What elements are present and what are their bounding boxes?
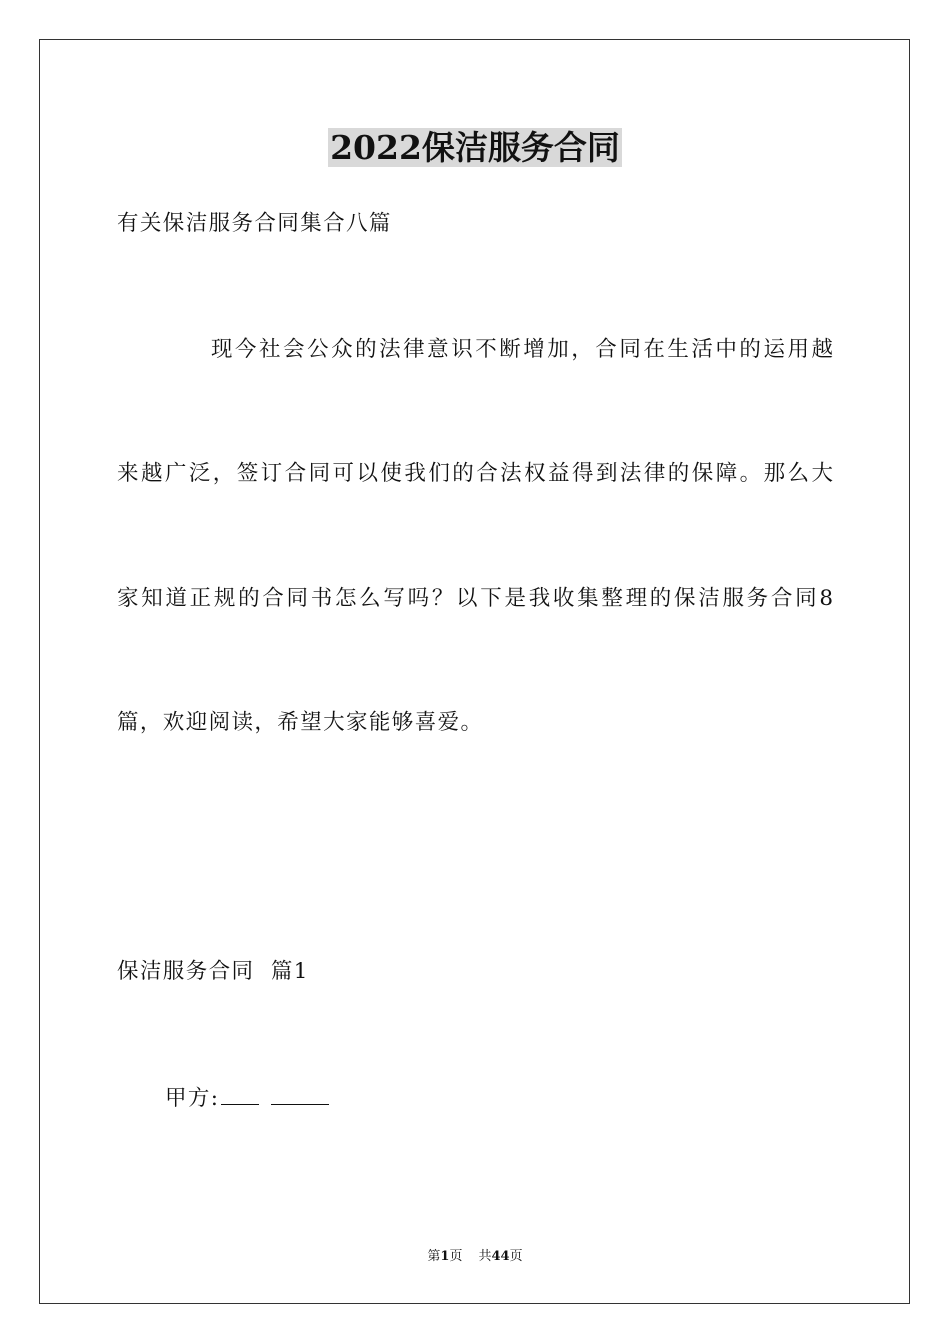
- intro-line-2: 来越广泛，签订合同可以使我们的合法权益得到法律的保障。那么大: [117, 461, 833, 486]
- footer-total-suffix: 页: [509, 1249, 523, 1264]
- party-a-blank-short: [221, 1082, 259, 1105]
- document-title: [0, 126, 950, 170]
- document-title-text: 2022保洁服务合同: [330, 128, 620, 167]
- party-a-blank-long: [271, 1082, 329, 1105]
- intro-line-4: 篇，欢迎阅读，希望大家能够喜爱。: [117, 710, 484, 735]
- section-heading: 保洁服务合同 篇1: [117, 959, 309, 984]
- intro-line-3: 家知道正规的合同书怎么写吗？以下是我收集整理的保洁服务合同8: [117, 586, 833, 611]
- footer-page-mid: 页: [449, 1249, 463, 1264]
- page-footer: [0, 1248, 950, 1266]
- footer-page-current: 1: [440, 1249, 450, 1264]
- document-subtitle: 有关保洁服务合同集合八篇: [117, 211, 392, 236]
- intro-line-1: 现今社会公众的法律意识不断增加，合同在生活中的运用越: [211, 337, 833, 362]
- footer-total-prefix: 共: [478, 1249, 492, 1264]
- footer-page-total: 44: [491, 1249, 510, 1264]
- footer-page-prefix: 第: [427, 1249, 441, 1264]
- party-a-row: [165, 1082, 329, 1114]
- party-a-label: 甲方:: [165, 1086, 220, 1111]
